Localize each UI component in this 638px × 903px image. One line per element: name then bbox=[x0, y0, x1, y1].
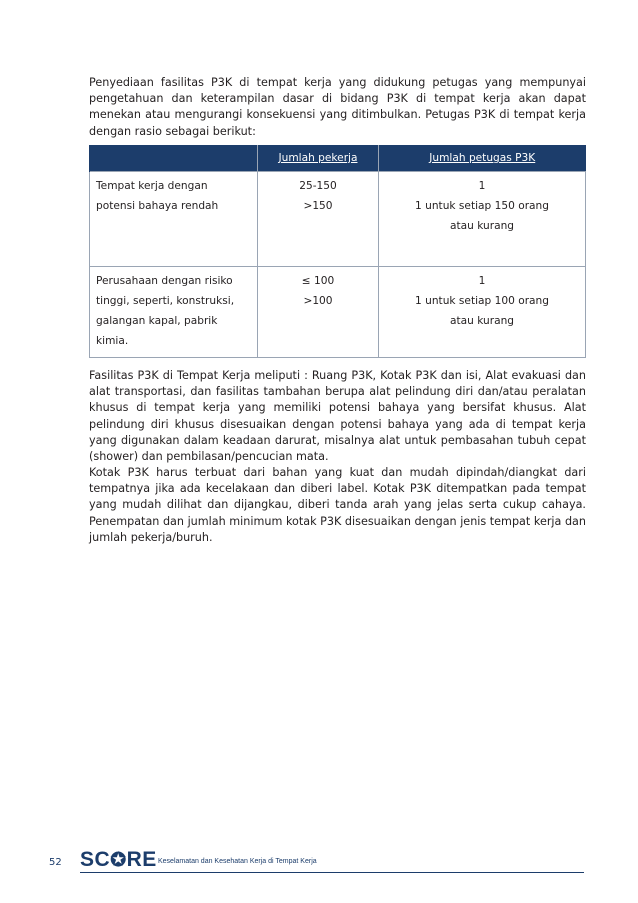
workplace-line: tinggi, seperti, konstruksi, bbox=[96, 295, 235, 307]
officers-cell bbox=[379, 267, 586, 358]
kotak-paragraph: Kotak P3K harus terbuat dari bahan yang kuat dan mudah dipindah/diangkat dari tempatnya jika ada kecelakaan dan diberi label. Kotak P3K ditempatkan pada tempat yang mudah dilihat dan dijangkau, diberi tanda arah yang jelas serta cukup cahaya. Penempatan dan jumlah minimum kotak P3K disesuaikan dengan jenis tempat kerja dan jumlah pekerja/buruh. bbox=[89, 466, 586, 544]
workplace-line: galangan kapal, pabrik bbox=[96, 315, 218, 327]
officers-line: atau kurang bbox=[449, 220, 515, 232]
page-number: 52 bbox=[49, 857, 62, 868]
workers-cell bbox=[258, 267, 379, 358]
facilities-paragraph: Fasilitas P3K di Tempat Kerja meliputi : Ruang P3K, Kotak P3K dan isi, Alat evakuasi dan alat transportasi, dan fasilitas tambahan berupa alat pelindung diri dan/atau peralatan khusus di tempat kerja yang memiliki potensi bahaya yang bersifat khusus. Alat pelindung diri khusus disesuaikan dengan potensi bahaya yang ada di tempat kerja yang digunakan dalam keadaan darurat, misalnya alat untuk pembasahan tubuh cepat (shower) dan pembilasan/pencucian mata. bbox=[89, 369, 586, 464]
officers-line: 1 untuk setiap 100 orang bbox=[415, 295, 549, 307]
page-footer bbox=[0, 843, 638, 883]
intro-paragraph: Penyediaan fasilitas P3K di tempat kerja yang didukung petugas yang mempunyai pengetahuan dan keterampilan dasar di bidang P3K di tempat kerja akan dapat menekan atau mengurangi konsekuensi yang ditimbulkan. Petugas P3K di tempat kerja dengan rasio sebagai berikut: bbox=[89, 76, 586, 138]
table-header-row bbox=[90, 145, 586, 172]
table-header-officers: Jumlah petugas P3K bbox=[379, 145, 586, 172]
workplace-line: Perusahaan dengan risiko bbox=[96, 275, 233, 287]
workplace-cell bbox=[90, 267, 258, 358]
footer-title: Keselamatan dan Kesehatan Kerja di Tempat Kerja bbox=[158, 858, 317, 865]
workers-line: >100 bbox=[303, 295, 333, 307]
table-header-empty bbox=[90, 145, 258, 172]
table-header-workers: Jumlah pekerja bbox=[258, 145, 379, 172]
score-logo bbox=[80, 848, 157, 872]
officers-cell bbox=[379, 172, 586, 267]
workplace-line: kimia. bbox=[96, 335, 129, 347]
logo-text-left: SC bbox=[80, 848, 111, 871]
workplace-line: potensi bahaya rendah bbox=[96, 200, 219, 212]
table-row bbox=[90, 267, 586, 358]
table-row bbox=[90, 172, 586, 267]
footer-divider bbox=[80, 872, 584, 873]
logo-star-icon: ✪ bbox=[110, 850, 127, 871]
workplace-cell bbox=[90, 172, 258, 267]
workers-line: ≤ 100 bbox=[301, 275, 335, 287]
workers-cell bbox=[258, 172, 379, 267]
workers-line: 25-150 bbox=[299, 180, 337, 192]
workers-line: >150 bbox=[303, 200, 333, 212]
officers-line: atau kurang bbox=[449, 315, 515, 327]
officers-line: 1 bbox=[478, 180, 486, 192]
workplace-line: Tempat kerja dengan bbox=[96, 180, 208, 192]
logo-text-right: RE bbox=[126, 848, 157, 871]
officers-line: 1 bbox=[478, 275, 486, 287]
officers-line: 1 untuk setiap 150 orang bbox=[415, 200, 549, 212]
p3k-ratio-table bbox=[89, 145, 586, 358]
